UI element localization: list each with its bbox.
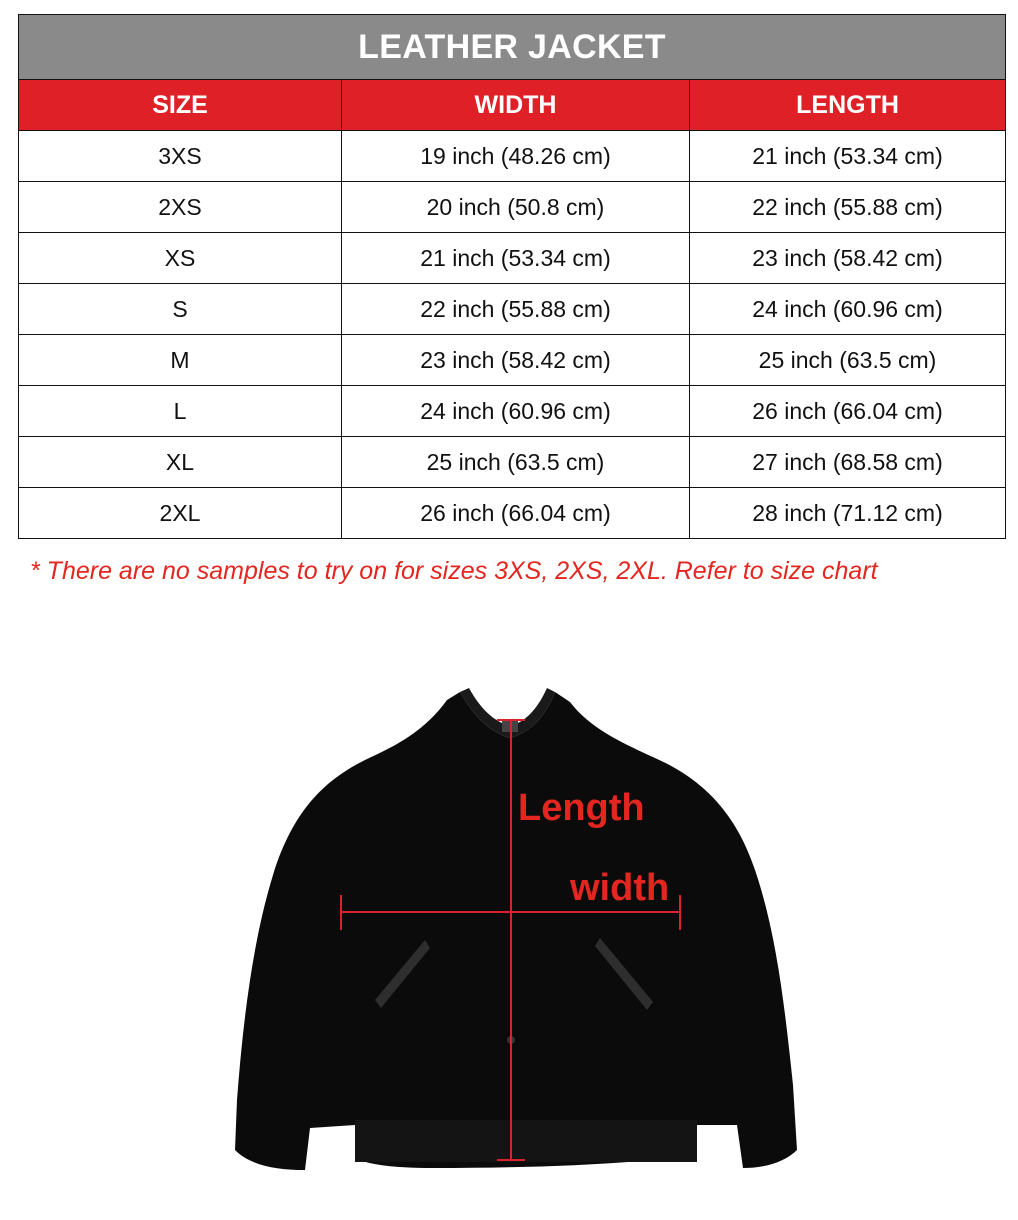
size-cell: S [19,284,342,335]
length-cell: 21 inch (53.34 cm) [690,131,1006,182]
width-cell: 26 inch (66.04 cm) [342,488,690,539]
width-cell: 24 inch (60.96 cm) [342,386,690,437]
length-cell: 26 inch (66.04 cm) [690,386,1006,437]
table-row [19,131,1006,182]
length-cell: 28 inch (71.12 cm) [690,488,1006,539]
table-row [19,233,1006,284]
table-row [19,386,1006,437]
size-chart-note: * There are no samples to try on for sizes 3XS, 2XS, 2XL. Refer to size chart [30,557,878,585]
length-cell: 25 inch (63.5 cm) [690,335,1006,386]
width-label: width [570,867,670,909]
table-row [19,182,1006,233]
table-row [19,488,1006,539]
width-cell: 22 inch (55.88 cm) [342,284,690,335]
width-cell: 19 inch (48.26 cm) [342,131,690,182]
length-label: Length [518,787,645,829]
size-cell: XL [19,437,342,488]
size-cell: M [19,335,342,386]
size-cell: 2XS [19,182,342,233]
size-cell: L [19,386,342,437]
size-chart-table [18,14,1006,539]
length-cell: 27 inch (68.58 cm) [690,437,1006,488]
jacket-waistband [355,1120,697,1162]
table-row [19,284,1006,335]
width-cell: 20 inch (50.8 cm) [342,182,690,233]
width-cell: 21 inch (53.34 cm) [342,233,690,284]
length-cell: 22 inch (55.88 cm) [690,182,1006,233]
column-header-size: SIZE [19,80,342,131]
size-cell: 3XS [19,131,342,182]
width-cell: 25 inch (63.5 cm) [342,437,690,488]
table-title: LEATHER JACKET [19,15,1006,80]
jacket-measurement-diagram [225,680,805,1190]
jacket-body [235,692,797,1170]
column-header-length: LENGTH [690,80,1006,131]
size-cell: 2XL [19,488,342,539]
size-cell: XS [19,233,342,284]
column-header-width: WIDTH [342,80,690,131]
width-cell: 23 inch (58.42 cm) [342,335,690,386]
table-row [19,335,1006,386]
length-cell: 23 inch (58.42 cm) [690,233,1006,284]
length-cell: 24 inch (60.96 cm) [690,284,1006,335]
table-row [19,437,1006,488]
